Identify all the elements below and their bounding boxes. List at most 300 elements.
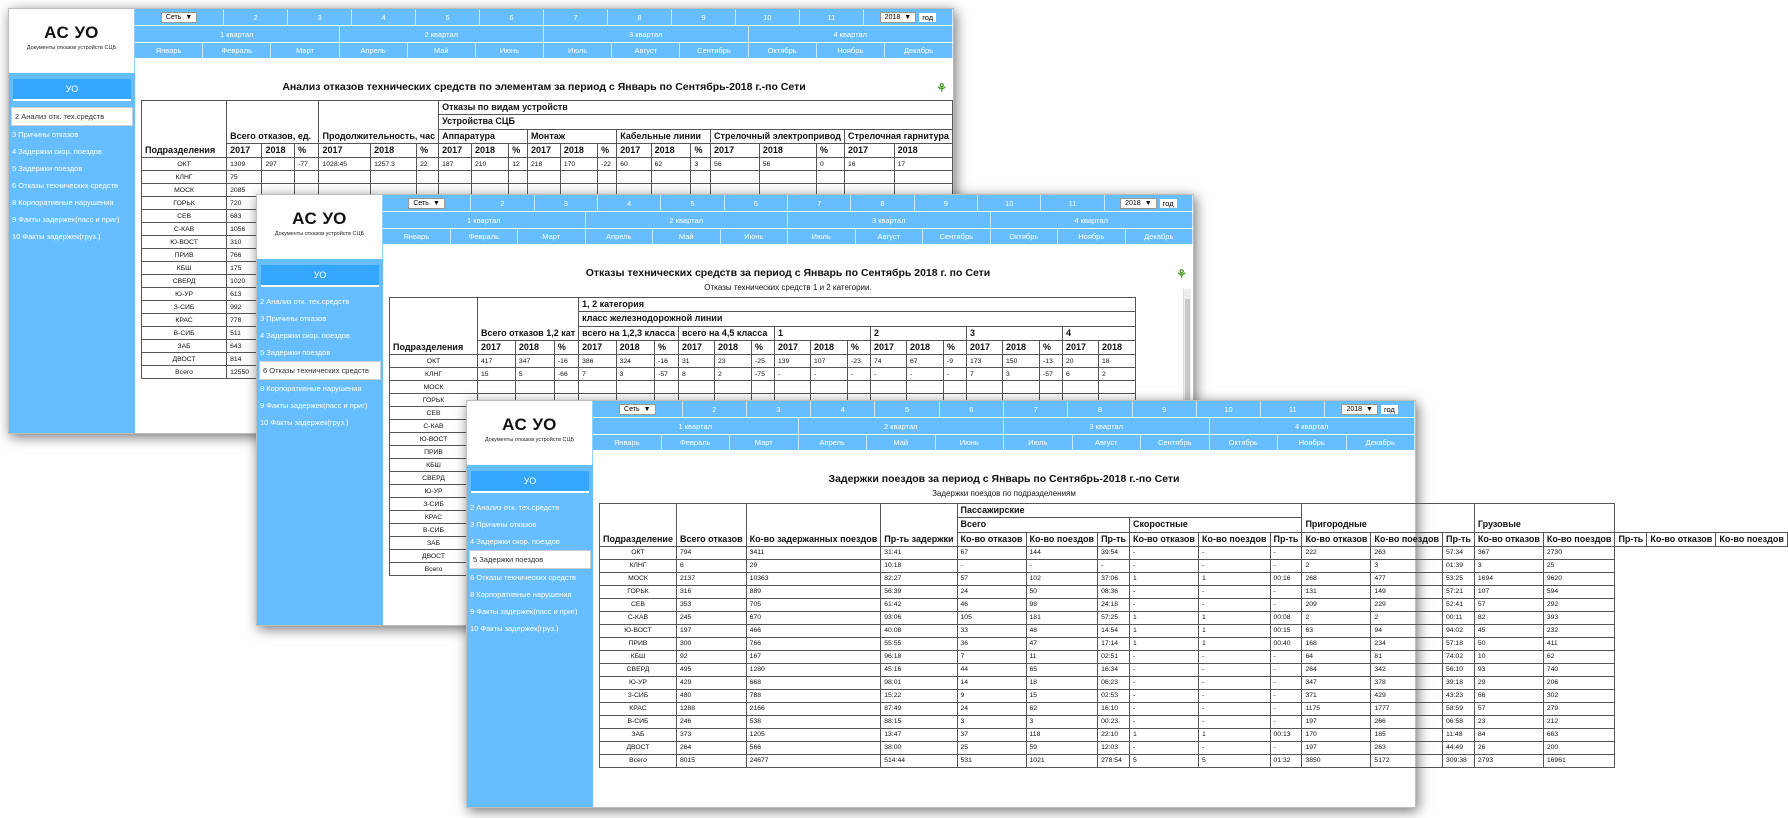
table-cell: 64 bbox=[1302, 650, 1371, 663]
month-tab[interactable]: Ноябрь bbox=[817, 43, 885, 58]
chart-export-icon[interactable]: ⚘ bbox=[936, 81, 947, 95]
table-cell: 185 bbox=[1371, 728, 1443, 741]
table-cell: 24:18 bbox=[1098, 598, 1130, 611]
table-cell: 82:27 bbox=[881, 572, 957, 585]
quarter-tab[interactable]: 2 квартал bbox=[586, 212, 789, 228]
table-cell: 00:08 bbox=[1270, 611, 1302, 624]
table-row bbox=[600, 741, 1788, 754]
month-tab[interactable]: Февраль bbox=[662, 435, 731, 450]
table-cell: 5 bbox=[1129, 754, 1198, 767]
table-cell: 56 bbox=[759, 158, 816, 171]
table-cell: 39:54 bbox=[1098, 546, 1130, 559]
month-tab[interactable]: Август bbox=[612, 43, 680, 58]
sidebar-item[interactable]: 5 Задержки поездов bbox=[469, 550, 591, 569]
app-title: АС УО bbox=[292, 209, 347, 228]
table-cell: 167 bbox=[746, 650, 881, 663]
table-cell: 00:11 bbox=[1442, 611, 1474, 624]
number-cell[interactable]: 2 bbox=[683, 401, 747, 417]
sidebar-item[interactable]: 4 Задержки скор. поездов bbox=[12, 147, 102, 156]
year-select[interactable]: 2018 ▼ bbox=[1341, 404, 1378, 415]
quarter-tab[interactable]: 3 квартал bbox=[544, 26, 749, 42]
number-row bbox=[593, 401, 1415, 417]
table-cell: 56:39 bbox=[881, 585, 957, 598]
table-row bbox=[600, 689, 1788, 702]
number-cell[interactable]: 10 bbox=[736, 9, 800, 25]
table-cell: 367 bbox=[1474, 546, 1543, 559]
network-select[interactable]: Сеть ▼ bbox=[161, 12, 198, 23]
chevron-down-icon: ▼ bbox=[643, 405, 651, 413]
table-cell: 3 bbox=[1474, 559, 1543, 572]
table-cell bbox=[439, 171, 472, 184]
quarter-tab[interactable]: 3 квартал bbox=[1004, 418, 1210, 434]
table-cell: 670 bbox=[746, 611, 881, 624]
table-cell: 11 bbox=[1026, 650, 1098, 663]
sidebar-item[interactable]: 9 Факты задержек(пасс и приг) bbox=[470, 607, 578, 616]
table-cell: 393 bbox=[1543, 611, 1615, 624]
table-cell: СЕВ bbox=[142, 210, 227, 223]
table-cell: 44 bbox=[957, 663, 1026, 676]
table-cell: 60 bbox=[617, 158, 651, 171]
quarter-tab[interactable]: 4 квартал bbox=[749, 26, 954, 42]
app-title: АС УО bbox=[502, 415, 557, 434]
month-tab[interactable]: Июль bbox=[1004, 435, 1073, 450]
brand bbox=[9, 9, 135, 73]
table-cell: - bbox=[1198, 585, 1270, 598]
month-tab[interactable]: Январь bbox=[593, 435, 662, 450]
table-cell: 495 bbox=[676, 663, 746, 676]
month-tab[interactable]: Июнь bbox=[476, 43, 544, 58]
month-tab[interactable]: Декабрь bbox=[885, 43, 953, 58]
table-cell: 00:16 bbox=[1270, 572, 1302, 585]
number-cell[interactable]: 2 bbox=[224, 9, 288, 25]
table-cell: 57:34 bbox=[1442, 546, 1474, 559]
table-cell: 53:25 bbox=[1442, 572, 1474, 585]
sidebar-item[interactable]: 8 Корпоративные нарушения bbox=[470, 590, 572, 599]
table-cell: С-КАВ bbox=[600, 611, 677, 624]
table-cell: - bbox=[1198, 546, 1270, 559]
sidebar-item[interactable]: 9 Факты задержек(пасс и приг) bbox=[260, 401, 368, 410]
table-cell: 1205 bbox=[746, 728, 881, 741]
number-row bbox=[135, 9, 953, 25]
sidebar bbox=[9, 73, 135, 433]
number-cell[interactable]: 7 bbox=[544, 9, 608, 25]
table-cell: 1 bbox=[1129, 572, 1198, 585]
chart-export-icon[interactable]: ⚘ bbox=[1176, 267, 1187, 281]
table-row bbox=[600, 572, 1788, 585]
table-cell: 613 bbox=[227, 288, 262, 301]
number-cell[interactable]: 3 bbox=[747, 401, 811, 417]
month-tab[interactable]: Январь bbox=[383, 229, 451, 244]
table-cell: 57:18 bbox=[1442, 637, 1474, 650]
sidebar-item[interactable]: 6 Отказы технических средств bbox=[12, 181, 119, 190]
column-header: 2018 bbox=[759, 143, 816, 157]
table-cell: 1 bbox=[1198, 624, 1270, 637]
column-header: 2017 bbox=[1063, 340, 1099, 354]
table-row bbox=[600, 546, 1788, 559]
nav-header[interactable]: УО bbox=[471, 471, 589, 493]
column-header: 4 bbox=[1063, 326, 1136, 340]
sidebar-item[interactable]: 3 Причины отказов bbox=[260, 314, 327, 323]
table-cell: 12550 bbox=[227, 366, 262, 379]
sidebar-item[interactable]: 3 Причины отказов bbox=[12, 130, 79, 139]
table-cell: 15:22 bbox=[881, 689, 957, 702]
number-cell[interactable]: 5 bbox=[875, 401, 939, 417]
table-cell: 16:10 bbox=[1098, 702, 1130, 715]
month-row bbox=[593, 435, 1415, 450]
sidebar-item[interactable]: 2 Анализ отк. тех.средств bbox=[470, 503, 560, 512]
number-cell[interactable]: 11 bbox=[1261, 401, 1325, 417]
number-cell[interactable]: 2 bbox=[471, 195, 534, 211]
month-tab[interactable]: Сентябрь bbox=[680, 43, 748, 58]
table-cell: -16 bbox=[655, 355, 679, 368]
table-cell: 8015 bbox=[676, 754, 746, 767]
table-cell: 3411 bbox=[746, 546, 881, 559]
table-cell: 37:06 bbox=[1098, 572, 1130, 585]
sidebar-item[interactable]: 8 Корпоративные нарушения bbox=[260, 384, 362, 393]
column-header: 2018 bbox=[515, 340, 554, 354]
table-cell: 0 bbox=[817, 158, 845, 171]
table-cell bbox=[417, 171, 439, 184]
month-tab[interactable]: Февраль bbox=[203, 43, 271, 58]
number-cell[interactable]: 5 bbox=[661, 195, 724, 211]
table-cell: 55:55 bbox=[881, 637, 957, 650]
month-tab[interactable]: Январь bbox=[135, 43, 203, 58]
table-cell: - bbox=[1129, 663, 1198, 676]
month-tab[interactable]: Май bbox=[867, 435, 936, 450]
month-tab[interactable]: Июль bbox=[788, 229, 856, 244]
table-cell: 3 bbox=[957, 715, 1026, 728]
table-cell: 197 bbox=[1302, 715, 1371, 728]
table-cell: -22 bbox=[598, 158, 617, 171]
table-cell: - bbox=[1198, 715, 1270, 728]
month-tab[interactable]: Март bbox=[730, 435, 799, 450]
table-cell bbox=[478, 381, 516, 394]
table-cell: 3 bbox=[1026, 715, 1098, 728]
number-cell[interactable]: 8 bbox=[608, 9, 672, 25]
table-cell: 25 bbox=[957, 741, 1026, 754]
table-cell: 594 bbox=[1543, 585, 1615, 598]
number-cell[interactable]: 5 bbox=[416, 9, 480, 25]
app-subtitle: Документы отказов устройств СЦБ bbox=[274, 231, 365, 237]
number-cell[interactable]: 3 bbox=[535, 195, 598, 211]
number-cell[interactable]: 8 bbox=[851, 195, 914, 211]
number-cell[interactable]: 8 bbox=[1068, 401, 1132, 417]
month-tab[interactable]: Октябрь bbox=[991, 229, 1059, 244]
table-cell: Всего bbox=[600, 754, 677, 767]
table-cell: 15 bbox=[1026, 689, 1098, 702]
table-cell: ОКТ bbox=[600, 546, 677, 559]
table-cell: 310 bbox=[227, 236, 262, 249]
table-cell: 24 bbox=[957, 585, 1026, 598]
table-cell: 264 bbox=[1302, 663, 1371, 676]
quarter-tab[interactable]: 4 квартал bbox=[1210, 418, 1416, 434]
table-cell: 1280 bbox=[746, 663, 881, 676]
table-cell: КБШ bbox=[390, 459, 478, 472]
month-tab[interactable]: Май bbox=[408, 43, 476, 58]
number-cell[interactable]: 7 bbox=[788, 195, 851, 211]
column-header: % bbox=[691, 143, 711, 157]
table-cell: В-СИБ bbox=[142, 327, 227, 340]
table-cell: - bbox=[1198, 559, 1270, 572]
table-cell: - bbox=[1270, 689, 1302, 702]
column-header: Ко-во задержанных поездов bbox=[746, 504, 881, 547]
month-tab[interactable]: Декабрь bbox=[1347, 435, 1416, 450]
table-cell: Ю-ВОСТ bbox=[390, 433, 478, 446]
column-header: 2017 bbox=[871, 340, 907, 354]
column-header: Пр-ть задержки bbox=[881, 504, 957, 547]
table-cell: 81 bbox=[1371, 650, 1443, 663]
sidebar-item[interactable]: 6 Отказы технических средств bbox=[259, 361, 381, 380]
table-row bbox=[390, 368, 1136, 381]
month-tab[interactable]: Октябрь bbox=[749, 43, 817, 58]
table-cell bbox=[1099, 381, 1136, 394]
table-cell bbox=[471, 171, 508, 184]
column-header: Подразделения bbox=[142, 101, 227, 158]
column-header: Аппаратура bbox=[439, 129, 528, 143]
table-cell: 39:18 bbox=[1442, 676, 1474, 689]
column-header: % bbox=[655, 340, 679, 354]
table-cell: 98 bbox=[1026, 598, 1098, 611]
nav-header[interactable]: УО bbox=[261, 265, 379, 287]
number-cell[interactable]: 6 bbox=[480, 9, 544, 25]
table-cell: - bbox=[1270, 715, 1302, 728]
table-cell: 6 bbox=[676, 559, 746, 572]
table-cell: 643 bbox=[227, 340, 262, 353]
table-cell bbox=[759, 171, 816, 184]
column-header: 2017 bbox=[844, 143, 894, 157]
table-cell: - bbox=[1098, 559, 1130, 572]
table-cell: 212 bbox=[1543, 715, 1615, 728]
table-row bbox=[600, 715, 1788, 728]
sidebar-item[interactable]: 9 Факты задержек(пасс и приг) bbox=[12, 215, 120, 224]
sidebar-item[interactable]: 6 Отказы технических средств bbox=[470, 573, 577, 582]
number-cell[interactable]: 11 bbox=[800, 9, 864, 25]
table-cell: 1257:3 bbox=[371, 158, 417, 171]
table-cell: 65 bbox=[1026, 663, 1098, 676]
month-tab[interactable]: Сентябрь bbox=[923, 229, 991, 244]
column-header: 2017 bbox=[775, 340, 811, 354]
table-cell: 663 bbox=[1543, 728, 1615, 741]
month-tab[interactable]: Декабрь bbox=[1126, 229, 1194, 244]
month-tab[interactable]: Сентябрь bbox=[1141, 435, 1210, 450]
sidebar-item[interactable]: 8 Корпоративные нарушения bbox=[12, 198, 114, 207]
number-cell[interactable]: 6 bbox=[940, 401, 1004, 417]
month-tab[interactable]: Ноябрь bbox=[1278, 435, 1347, 450]
column-header: 2018 bbox=[616, 340, 654, 354]
brand bbox=[467, 401, 593, 465]
table-cell: 43:23 bbox=[1442, 689, 1474, 702]
month-tab[interactable]: Август bbox=[856, 229, 924, 244]
table-cell: 8 bbox=[679, 368, 715, 381]
month-tab[interactable]: Март bbox=[518, 229, 586, 244]
table-cell: ГОРЬК bbox=[390, 394, 478, 407]
table-cell: МОСК bbox=[390, 381, 478, 394]
sidebar-item[interactable]: 3 Причины отказов bbox=[470, 520, 537, 529]
table-cell: 44:49 bbox=[1442, 741, 1474, 754]
table-cell: 131 bbox=[1302, 585, 1371, 598]
month-tab[interactable]: Май bbox=[653, 229, 721, 244]
table-cell: 62 bbox=[1543, 650, 1615, 663]
quarter-row bbox=[593, 418, 1415, 434]
number-cell[interactable]: 6 bbox=[725, 195, 788, 211]
table-cell: 794 bbox=[676, 546, 746, 559]
table-cell: - bbox=[1198, 598, 1270, 611]
month-tab[interactable]: Октябрь bbox=[1210, 435, 1279, 450]
table-cell: 16 bbox=[844, 158, 894, 171]
quarter-tab[interactable]: 1 квартал bbox=[593, 418, 799, 434]
table-cell: 181 bbox=[1026, 611, 1098, 624]
table-cell: 46 bbox=[957, 598, 1026, 611]
table-cell: 531 bbox=[957, 754, 1026, 767]
table-cell: - bbox=[957, 559, 1026, 572]
network-select[interactable]: Сеть ▼ bbox=[408, 198, 445, 209]
table-cell: ОКТ bbox=[390, 355, 478, 368]
month-tab[interactable]: Ноябрь bbox=[1058, 229, 1126, 244]
column-header: 2018 bbox=[1099, 340, 1136, 354]
sidebar-item[interactable]: 5 Задержки поездов bbox=[12, 164, 83, 173]
table-cell: 477 bbox=[1371, 572, 1443, 585]
table-cell: Ю-ВОСТ bbox=[142, 236, 227, 249]
quarter-tab[interactable]: 3 квартал bbox=[788, 212, 991, 228]
table-cell bbox=[775, 381, 811, 394]
month-tab[interactable]: Июль bbox=[544, 43, 612, 58]
table-cell bbox=[679, 381, 715, 394]
sidebar-item[interactable]: 2 Анализ отк. тех.средств bbox=[260, 297, 350, 306]
table-cell: 57 bbox=[1474, 598, 1543, 611]
column-header: 2018 bbox=[262, 143, 295, 157]
column-header: всего на 1,2,3 класса bbox=[579, 326, 679, 340]
column-header: 3 bbox=[967, 326, 1063, 340]
table-cell: 63 bbox=[1302, 624, 1371, 637]
table-cell: ГОРЬК bbox=[600, 585, 677, 598]
sidebar-item[interactable]: 4 Задержки скор. поездов bbox=[470, 537, 560, 546]
quarter-tab[interactable]: 2 квартал bbox=[799, 418, 1005, 434]
year-label: год bbox=[919, 13, 936, 22]
table-cell: -13 bbox=[1040, 355, 1063, 368]
quarter-tab[interactable]: 4 квартал bbox=[991, 212, 1194, 228]
column-header: Стрелочный электропривод bbox=[711, 129, 845, 143]
number-cell[interactable]: 9 bbox=[915, 195, 978, 211]
table-cell: 50 bbox=[1026, 585, 1098, 598]
table-cell: 347 bbox=[1302, 676, 1371, 689]
table-cell: - bbox=[1129, 715, 1198, 728]
table-cell: 1 bbox=[1198, 728, 1270, 741]
number-cell[interactable]: 10 bbox=[978, 195, 1041, 211]
table-cell: Ю-УР bbox=[142, 288, 227, 301]
table-cell: 316 bbox=[676, 585, 746, 598]
sidebar-item[interactable]: 10 Факты задержек(груз.) bbox=[12, 232, 101, 241]
column-header: 2018 bbox=[1003, 340, 1040, 354]
table-cell: - bbox=[1026, 559, 1098, 572]
table-cell: 170 bbox=[560, 158, 597, 171]
table-cell: Ю-ВОСТ bbox=[600, 624, 677, 637]
month-tab[interactable]: Апрель bbox=[586, 229, 654, 244]
report-table bbox=[599, 503, 1788, 768]
table-cell: ГОРЬК bbox=[142, 197, 227, 210]
table-cell: 40:08 bbox=[881, 624, 957, 637]
nav-header[interactable]: УО bbox=[13, 79, 131, 101]
month-tab[interactable]: Апрель bbox=[799, 435, 868, 450]
table-cell: 1 bbox=[1198, 611, 1270, 624]
number-cell[interactable]: 7 bbox=[1004, 401, 1068, 417]
table-cell: - bbox=[907, 368, 944, 381]
column-header: Ко-во отказов bbox=[1302, 532, 1371, 546]
table-cell: 00:23 bbox=[1098, 715, 1130, 728]
table-cell: - bbox=[1270, 546, 1302, 559]
number-cell[interactable]: 4 bbox=[811, 401, 875, 417]
number-cell[interactable]: 9 bbox=[1133, 401, 1197, 417]
quarter-tab[interactable]: 1 квартал bbox=[383, 212, 586, 228]
month-tab[interactable]: Апрель bbox=[340, 43, 408, 58]
table-subtitle: Отказы технических средств 1 и 2 категории. bbox=[704, 283, 872, 292]
quarter-tab[interactable]: 2 квартал bbox=[340, 26, 545, 42]
table-cell: 1056 bbox=[227, 223, 262, 236]
sidebar-item[interactable]: 4 Задержки скор. поездов bbox=[260, 331, 350, 340]
column-header: Всего отказов bbox=[676, 504, 746, 547]
table-cell: З-СИБ bbox=[600, 689, 677, 702]
column-header: % bbox=[554, 340, 578, 354]
year-select[interactable]: 2018 ▼ bbox=[1120, 198, 1157, 209]
month-tab[interactable]: Март bbox=[271, 43, 339, 58]
column-header: 1 bbox=[775, 326, 871, 340]
header bbox=[257, 195, 1193, 259]
table-cell: - bbox=[1129, 689, 1198, 702]
column-header: % bbox=[944, 340, 967, 354]
table-cell: 263 bbox=[1371, 546, 1443, 559]
month-tab[interactable]: Июнь bbox=[936, 435, 1005, 450]
table-cell: СВЕРД bbox=[390, 472, 478, 485]
period-selector bbox=[383, 195, 1193, 259]
table-cell bbox=[691, 171, 711, 184]
table-cell: 511 bbox=[227, 327, 262, 340]
year-select[interactable]: 2018 ▼ bbox=[880, 12, 917, 23]
number-cell[interactable]: 9 bbox=[672, 9, 736, 25]
sidebar-item[interactable]: 10 Факты задержек(груз.) bbox=[260, 418, 349, 427]
number-cell[interactable]: 4 bbox=[352, 9, 416, 25]
column-header: Подразделение bbox=[600, 504, 677, 547]
page-title: Отказы технических средств за период с Январь по Сентябрь 2018 г. по Сети bbox=[585, 267, 991, 279]
table-cell bbox=[811, 381, 848, 394]
number-cell[interactable]: 11 bbox=[1041, 195, 1104, 211]
number-cell[interactable]: 3 bbox=[288, 9, 352, 25]
network-select[interactable]: Сеть ▼ bbox=[619, 404, 656, 415]
quarter-tab[interactable]: 1 квартал bbox=[135, 26, 340, 42]
number-cell[interactable]: 10 bbox=[1197, 401, 1261, 417]
column-header: Ко-во поездов bbox=[1026, 532, 1098, 546]
month-tab[interactable]: Август bbox=[1073, 435, 1142, 450]
table-cell: 11:48 bbox=[1442, 728, 1474, 741]
sidebar-item[interactable]: 5 Задержки поездов bbox=[260, 348, 331, 357]
column-header: 2017 bbox=[527, 143, 560, 157]
table-cell: 33 bbox=[957, 624, 1026, 637]
column-header: 2018 bbox=[560, 143, 597, 157]
table-cell: 378 bbox=[1371, 676, 1443, 689]
sidebar-item[interactable]: 2 Анализ отк. тех.средств bbox=[11, 107, 133, 126]
column-header: Кабельные линии bbox=[617, 129, 711, 143]
table-cell: 175 bbox=[227, 262, 262, 275]
month-tab[interactable]: Февраль bbox=[451, 229, 519, 244]
table-cell: 2 bbox=[1302, 611, 1371, 624]
sidebar-item[interactable]: 10 Факты задержек(груз.) bbox=[470, 624, 559, 633]
table-cell: 788 bbox=[746, 689, 881, 702]
window-train-delays bbox=[466, 400, 1784, 808]
table-cell: 279 bbox=[1543, 702, 1615, 715]
month-tab[interactable]: Июнь bbox=[721, 229, 789, 244]
number-cell[interactable]: 4 bbox=[598, 195, 661, 211]
table-cell: 683 bbox=[227, 210, 262, 223]
table-cell: 5172 bbox=[1371, 754, 1443, 767]
table-cell: 566 bbox=[746, 741, 881, 754]
